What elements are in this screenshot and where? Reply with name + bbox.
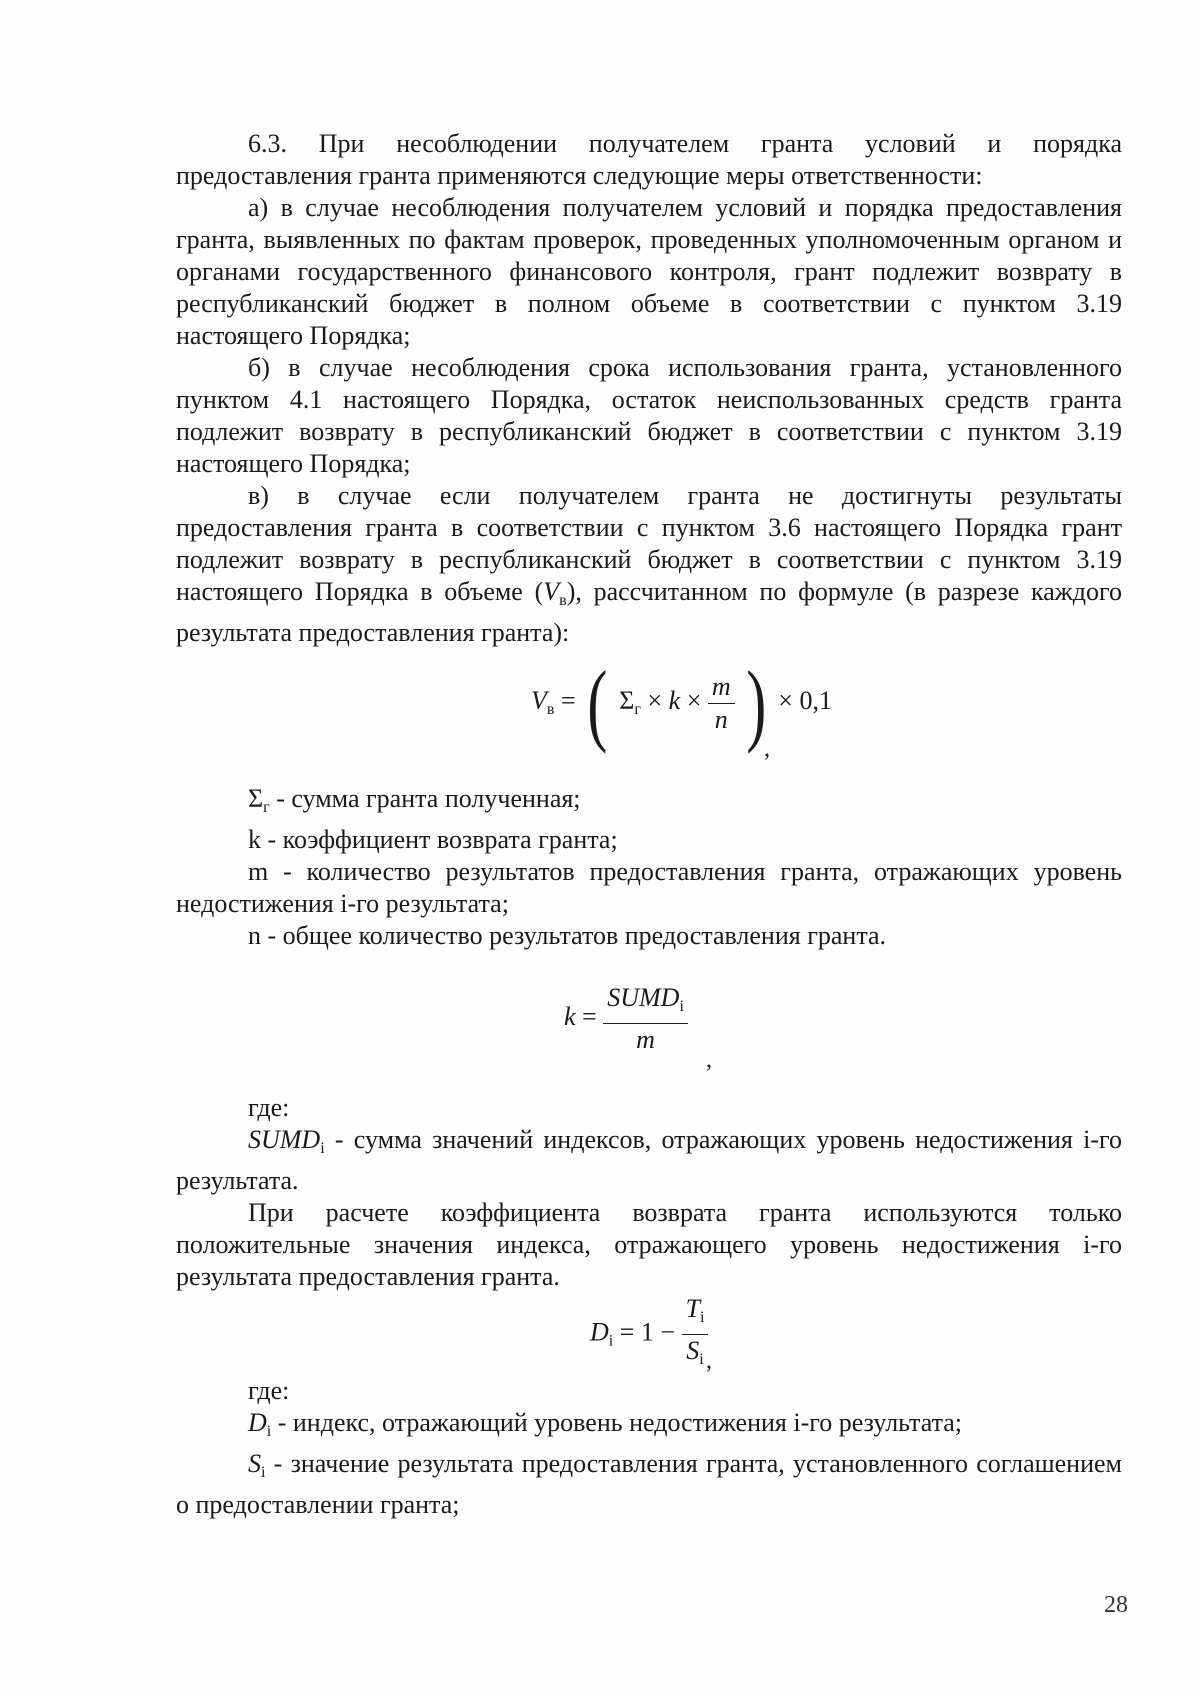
definition-s-text: - значение результата предоставления гранта, установленного соглашением о предоставлении гранта; bbox=[176, 1449, 1122, 1519]
formula-d bbox=[176, 1293, 1122, 1375]
formula-vv-eq: = bbox=[560, 685, 576, 715]
definition-sigma bbox=[176, 783, 1122, 824]
formula-vv-comma: , bbox=[764, 736, 770, 762]
formula-d-denominator: S bbox=[686, 1336, 700, 1365]
formula-k-lhs: k bbox=[564, 1001, 576, 1031]
paragraph-v-text-1: в) в случае если получателем гранта не достигнуты результаты предоставления гранта в соответствии с пунктом 3.6 настоящего Порядка грант подлежит возврату в республиканский бюджет в соответствии с пунктом 3.19 настоящего Порядка в объеме ( bbox=[176, 481, 1122, 606]
formula-k-fraction bbox=[603, 982, 688, 1056]
formula-vv-k: k bbox=[668, 685, 681, 715]
formula-d-lhs: D bbox=[590, 1317, 609, 1347]
definition-s-symbol: S bbox=[248, 1449, 261, 1478]
formula-k bbox=[176, 952, 1122, 1092]
definition-sumd-symbol: SUMD bbox=[248, 1125, 321, 1154]
page-number: 28 bbox=[1104, 1592, 1128, 1618]
formula-d-comma: , bbox=[706, 1348, 712, 1374]
definition-sigma-symbol: Σ bbox=[248, 784, 264, 813]
formula-d-numerator-sub: i bbox=[700, 1309, 705, 1326]
formula-vv-numerator: m bbox=[708, 671, 735, 704]
definition-d-symbol: D bbox=[248, 1408, 267, 1437]
paragraph-v-var: V bbox=[543, 577, 560, 606]
formula-vv-tail: × 0,1 bbox=[778, 685, 832, 715]
definition-d-sub: i bbox=[266, 1423, 272, 1440]
formula-k-eq: = bbox=[582, 1001, 597, 1031]
formula-d-lhs-sub: i bbox=[608, 1332, 614, 1350]
document-body bbox=[176, 128, 1122, 1521]
where-label-2: где: bbox=[248, 1376, 290, 1405]
formula-d-denominator-sub: i bbox=[699, 1351, 704, 1368]
formula-vv-times-2: × bbox=[686, 685, 702, 715]
formula-vv-fraction bbox=[708, 671, 735, 736]
formula-vv-right-paren: ) bbox=[746, 652, 767, 754]
where-label-1: где: bbox=[248, 1093, 290, 1122]
formula-vv-sigma-sub: г bbox=[634, 700, 641, 718]
definition-s-sub: i bbox=[261, 1464, 266, 1481]
definition-d-text: - индекс, отражающий уровень недостижения i-го результата; bbox=[271, 1408, 963, 1437]
formula-vv-times-1: × bbox=[647, 685, 663, 715]
paragraph-v-var-sub: в bbox=[559, 592, 567, 609]
paragraph-v-text-2: ), рассчитанном по формуле (в разрезе каждого результата предоставления гранта): bbox=[176, 577, 1122, 647]
formula-d-eq: = 1 − bbox=[619, 1317, 676, 1347]
definition-n: n - общее количество результатов предоставления гранта. bbox=[248, 921, 887, 950]
note-positive-values: При расчете коэффициента возврата гранта используются только положительные значения индекса, отражающего уровень недостижения i-го результата предоставления гранта. bbox=[176, 1198, 1122, 1291]
paragraph-6-3: 6.3. При несоблюдении получателем гранта условий и порядка предоставления гранта применяются следующие меры ответственности: bbox=[176, 129, 1122, 190]
paragraph-a: а) в случае несоблюдения получателем условий и порядка предоставления гранта, выявленных по фактам проверок, проведенных уполномоченным органом и органами государственного финансового контроля, грант подлежит возврату в республиканский бюджет в полном объеме в соответствии с пунктом 3.19 настоящего Порядка; bbox=[176, 193, 1122, 350]
formula-k-comma: , bbox=[706, 1047, 712, 1073]
paragraph-b: б) в случае несоблюдения срока использования гранта, установленного пунктом 4.1 настоящего Порядка, остаток неиспользованных средств гранта подлежит возврату в республиканский бюджет в соответствии с пунктом 3.19 настоящего Порядка; bbox=[176, 353, 1122, 478]
formula-vv-sigma: Σ bbox=[619, 685, 635, 715]
formula-vv-lhs: V bbox=[531, 685, 547, 715]
definition-sigma-text: - сумма гранта полученная; bbox=[269, 784, 581, 813]
formula-k-denominator: m bbox=[636, 1025, 655, 1054]
formula-vv-lhs-sub: в bbox=[546, 700, 555, 718]
formula-k-numerator-sub: i bbox=[679, 998, 684, 1015]
formula-vv bbox=[176, 649, 1122, 783]
definition-s bbox=[176, 1448, 1122, 1521]
formula-vv-denominator: n bbox=[714, 704, 728, 734]
paragraph-v bbox=[176, 480, 1122, 649]
definition-sigma-sub: г bbox=[263, 799, 270, 816]
definition-d bbox=[176, 1407, 1122, 1448]
definition-sumd bbox=[176, 1124, 1122, 1197]
formula-d-numerator: T bbox=[685, 1294, 701, 1323]
formula-d-fraction bbox=[682, 1293, 709, 1376]
formula-vv-left-paren: ( bbox=[587, 652, 608, 754]
definition-k: k - коэффициент возврата гранта; bbox=[248, 825, 618, 854]
definition-sumd-text: - сумма значений индексов, отражающих уровень недостижения i-го результата. bbox=[176, 1125, 1122, 1195]
definition-m: m - количество результатов предоставления гранта, отражающих уровень недостижения i-го результата; bbox=[176, 857, 1122, 918]
definition-sumd-sub: i bbox=[320, 1140, 325, 1157]
formula-k-numerator: SUMD bbox=[607, 983, 680, 1012]
